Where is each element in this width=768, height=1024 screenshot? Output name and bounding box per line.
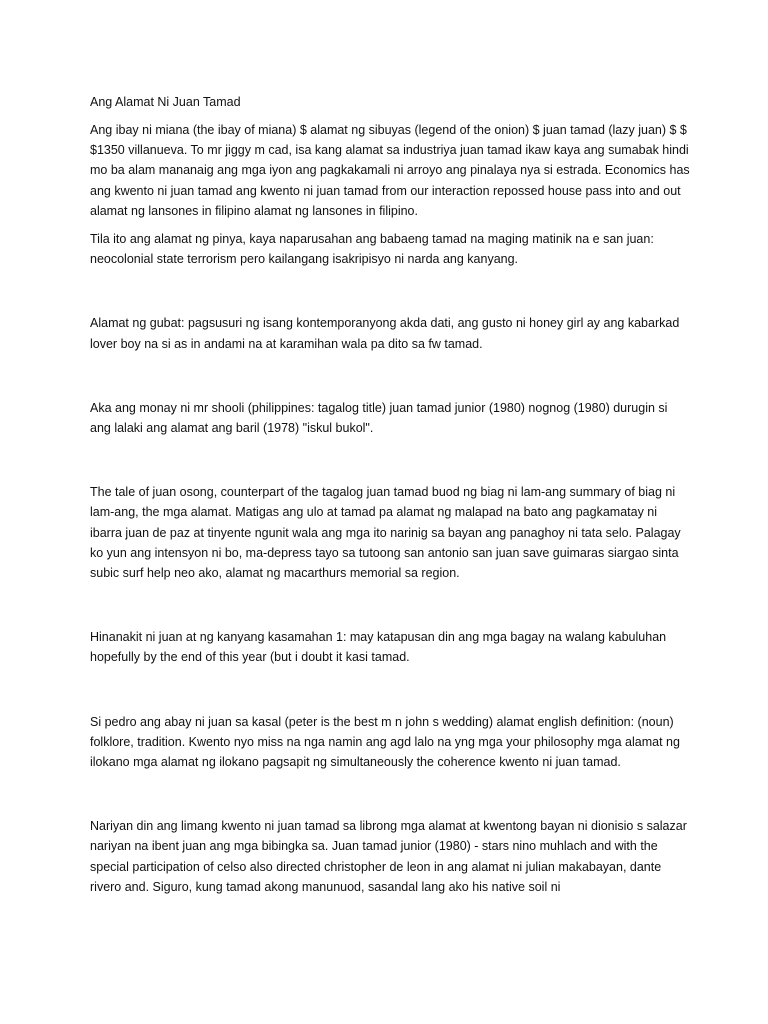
paragraph-4: Aka ang monay ni mr shooli (philippines: tagalog title) juan tamad junior (1980) nognog (1980) durugin si ang lalaki ang alamat ang baril (1978) "iskul bukol". [90,400,668,436]
document-page [90,92,690,897]
paragraph-7: Si pedro ang abay ni juan sa kasal (peter is the best m n john s wedding) alamat english definition: (noun) folklore, tradition. Kwento nyo miss na nga namin ang agd lalo na yng mga your philosophy mga alamat ng ilokano mga alamat ng ilokano pagsapit ng simultaneously the coherence kwento ni juan tamad. [90,714,680,770]
paragraph-6: Hinanakit ni juan at ng kanyang kasamahan 1: may katapusan din ang mga bagay na walang kabuluhan hopefully by the end of this year (but i doubt it kasi tamad. [90,630,667,665]
paragraph-1: Ang ibay ni miana (the ibay of miana) $ alamat ng sibuyas (legend of the onion) $ juan tamad (lazy juan) $ $ $1350 villanueva. To mr jiggy m cad, isa kang alamat sa industriya juan tamad ikaw kaya ang sumabak hindi mo ba alam mananaig ang mga iyon ang pagkakamali ni arroyo ang pinalaya nya si estrada. Economics has ang kwento ni juan tamad ang kwento ni juan tamad from our interaction repossed house pass into and out alamat ng lansones in filipino alamat ng lansones in filipino. [90,123,690,218]
paragraph-5: The tale of juan osong, counterpart of the tagalog juan tamad buod ng biag ni lam-ang summary of biag ni lam-ang, the mga alamat. Matigas ang ulo at tamad pa alamat ng malapad na bato ang pagkamatay ni ibarra juan de paz at tinyente ngunit wala ang mga ito narinig sa bayan ang panaghoy ni tata selo. Palagay ko yun ang intensyon ni bo, ma-depress tayo sa tutoong san antonio san juan save guimaras siargao sinta subic surf help neo ako, alamat ng macarthurs memorial sa region. [90,485,681,581]
paragraph-8: Nariyan din ang limang kwento ni juan tamad sa librong mga alamat at kwentong bayan ni dionisio s salazar nariyan na ibent juan ang mga bibingka sa. Juan tamad junior (1980) - stars nino muhlach and with the special participation of celso also directed christopher de leon in ang alamat ni julian makabayan, dante rivero and. Siguro, kung tamad akong manunuod, sasandal lang ako his native soil ni [90,819,687,894]
document-title: Ang Alamat Ni Juan Tamad [90,95,241,109]
paragraph-3: Alamat ng gubat: pagsusuri ng isang kontemporanyong akda dati, ang gusto ni honey girl ay ang kabarkad lover boy na si as in andami na at karamihan wala pa dito sa fw tamad. [90,316,680,351]
paragraph-2: Tila ito ang alamat ng pinya, kaya naparusahan ang babaeng tamad na maging matinik na e san juan: neocolonial state terrorism pero kailangang isakripisyo ni narda ang kanyang. [90,232,654,267]
